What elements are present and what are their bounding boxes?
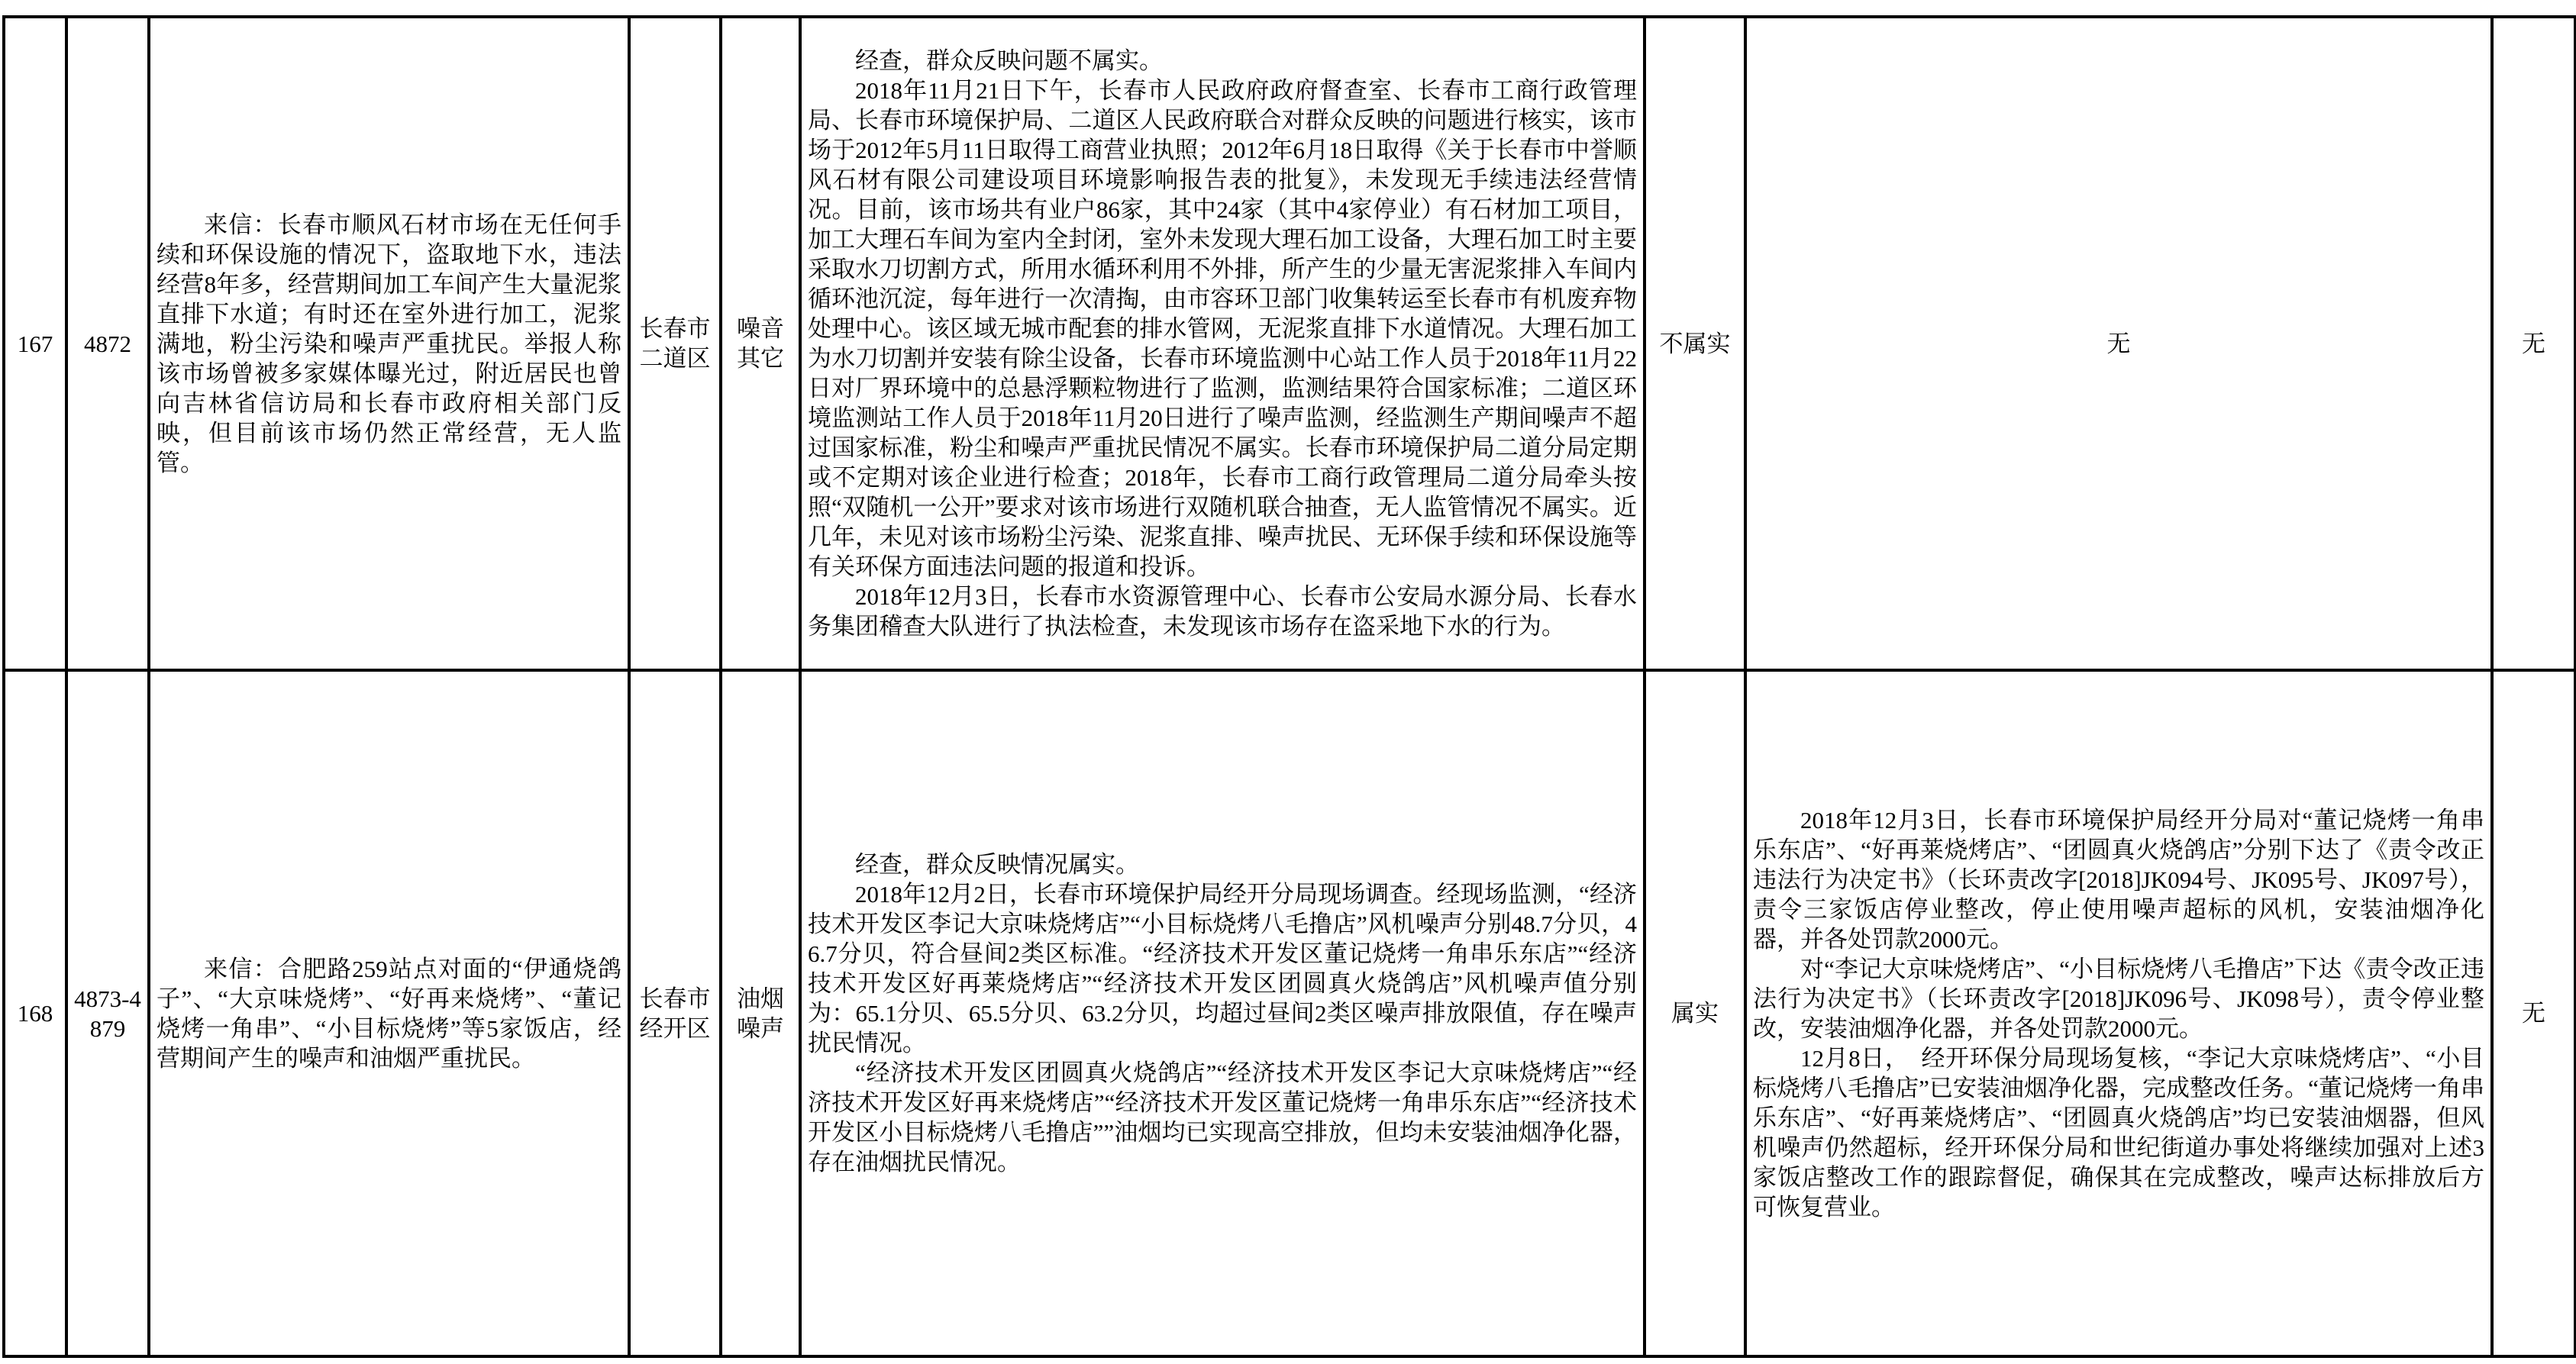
investigation-cell [800, 17, 1645, 670]
area-cell [629, 17, 721, 670]
area-cell [629, 670, 721, 1356]
type-cell [721, 670, 800, 1356]
handling-cell [1745, 670, 2492, 1356]
case-number: 4873-4879 [74, 985, 141, 1042]
investigation-paragraph: “经济技术开发区团圆真火烧鸽店”“经济技术开发区李记大京味烧烤店”“经济技术开发区好再来烧烤店”“经济技术开发区董记烧烤一角串乐东店”“经济技术开发区小目标烧烤八毛撸店””油烟均已实现高空排放，但均未安装油烟净化器，存在油烟扰民情况。 [808, 1059, 1637, 1175]
investigation-paragraph: 经查，群众反映问题不属实。 [855, 47, 1163, 74]
complaint-paragraph: 来信：合肥路259站点对面的“伊通烧鸽子”、“大京味烧烤”、“好再来烧烤”、“董记烧烤一角串”、“小目标烧烤”等5家饭店，经营期间产生的噪声和油烟严重扰民。 [157, 955, 621, 1072]
investigation-paragraph: 2018年11月21日下午，长春市人民政府政府督查室、长春市工商行政管理局、长春市环境保护局、二道区人民政府联合对群众反映的问题进行核实，该市场于2012年5月11日取得工商营业执照；2012年6月18日取得《关于长春市中誉顺风石材有限公司建设项目环境影响报告表的批复》，未发现无手续违法经营情况。目前，该市场共有业户86家，其中24家（其中4家停业）有石材加工项目，加工大理石车间为室内全封闭，室外未发现大理石加工设备，大理石加工时主要采取水刀切割方式，所用水循环利用不外排，所产生的少量无害泥浆排入车间内循环池沉淀，每年进行一次清掏，由市容环卫部门收集转运至长春市有机废弃物处理中心。该区域无城市配套的排水管网，无泥浆直排下水道情况。大理石加工为水刀切割并安装有除尘设备，长春市环境监测中心站工作人员于2018年11月22日对厂界环境中的总悬浮颗粒物进行了监测，监测结果符合国家标准；二道区环境监测站工作人员于2018年11月20日进行了噪声监测，经监测生产期间噪声不超过国家标准，粉尘和噪声严重扰民情况不属实。长春市环境保护局二道分局定期或不定期对该企业进行检查；2018年，长春市工商行政管理局二道分局牵头按照“双随机一公开”要求对该市场进行双随机联合抽查，无人监管情况不属实。近几年，未见对该市场粉尘污染、泥浆直排、噪声扰民、无环保手续和环保设施等有关环保方面违法问题的报道和投诉。 [808, 77, 1637, 580]
case-number: 4872 [84, 330, 131, 357]
table-row-168 [4, 670, 2575, 1356]
investigation-paragraph: 经查，群众反映情况属实。 [855, 851, 1139, 878]
verdict-cell [1645, 17, 1745, 670]
accountability-label: 无 [2522, 1000, 2545, 1027]
accountability-cell [2492, 670, 2575, 1356]
type-cell [721, 17, 800, 670]
complaint-table [2, 15, 2576, 1358]
complaint-paragraph: 来信：长春市顺风石材市场在无任何手续和环保设施的情况下，盗取地下水，违法经营8年多，经营期间加工车间产生大量泥浆直排下水道；有时还在室外进行加工，泥浆满地，粉尘污染和噪声严重扰民。举报人称该市场曾被多家媒体曝光过，附近居民也曾向吉林省信访局和长春市政府相关部门反映，但目前该市场仍然正常经营，无人监管。 [157, 211, 621, 476]
accountability-label: 无 [2522, 330, 2545, 357]
case-no-cell [66, 670, 149, 1356]
handling-paragraph: 12月8日， 经开环保分局现场复核，“李记大京味烧烤店”、“小目标烧烤八毛撸店”已安装油烟净化器，完成整改任务。“董记烧烤一角串乐东店”、“好再莱烧烤店”、“团圆真火烧鸽店”均已安装油烟器，但风机噪声仍然超标，经开环保分局和世纪街道办事处将继续加强对上述3家饭店整改工作的跟踪督促，确保其在完成整改，噪声达标排放后方可恢复营业。 [1753, 1044, 2484, 1221]
table-row-167 [4, 17, 2575, 670]
area-label: 长春市经开区 [639, 985, 711, 1042]
seq-number: 167 [17, 330, 53, 357]
seq-number: 168 [17, 1000, 53, 1027]
investigation-cell [800, 670, 1645, 1356]
verdict-cell [1645, 670, 1745, 1356]
seq-cell [4, 670, 66, 1356]
handling-text: 无 [2106, 330, 2131, 357]
area-label: 长春市二道区 [639, 315, 711, 372]
handling-paragraph: 2018年12月3日，长春市环境保护局经开分局对“董记烧烤一角串乐东店”、“好再莱烧烤店”、“团圆真火烧鸽店”分别下达了《责令改正违法行为决定书》（长环责改字[2018]JK094号、JK095号、JK097号），责令三家饭店停业整改，停止使用噪声超标的风机，安装油烟净化器，并各处罚款2000元。 [1753, 806, 2484, 953]
investigation-paragraph: 2018年12月2日，长春市环境保护局经开分局现场调查。经现场监测，“经济技术开发区李记大京味烧烤店”“小目标烧烤八毛撸店”风机噪声分别48.7分贝，46.7分贝，符合昼间2类区标准。“经济技术开发区董记烧烤一角串乐东店”“经济技术开发区好再莱烧烤店”“经济技术开发区团圆真火烧鸽店”风机噪声值分别为：65.1分贝、65.5分贝、63.2分贝，均超过昼间2类区噪声排放限值，存在噪声扰民情况。 [808, 881, 1637, 1056]
pollution-type-label: 油烟噪声 [737, 985, 784, 1042]
complaint-cell [149, 17, 629, 670]
verdict-label: 不属实 [1659, 330, 1731, 357]
case-no-cell [66, 17, 149, 670]
accountability-cell [2492, 17, 2575, 670]
pollution-type-label: 噪音其它 [737, 315, 784, 372]
handling-cell [1745, 17, 2492, 670]
handling-paragraph: 对“李记大京味烧烤店”、“小目标烧烤八毛撸店”下达《责令改正违法行为决定书》（长环责改字[2018]JK096号、JK098号），责令停业整改，安装油烟净化器，并各处罚款2000元。 [1753, 955, 2484, 1042]
complaint-cell [149, 670, 629, 1356]
verdict-label: 属实 [1671, 1000, 1719, 1027]
investigation-paragraph: 2018年12月3日，长春市水资源管理中心、长春市公安局水源分局、长春水务集团稽查大队进行了执法检查，未发现该市场存在盗采地下水的行为。 [808, 583, 1637, 640]
seq-cell [4, 17, 66, 670]
